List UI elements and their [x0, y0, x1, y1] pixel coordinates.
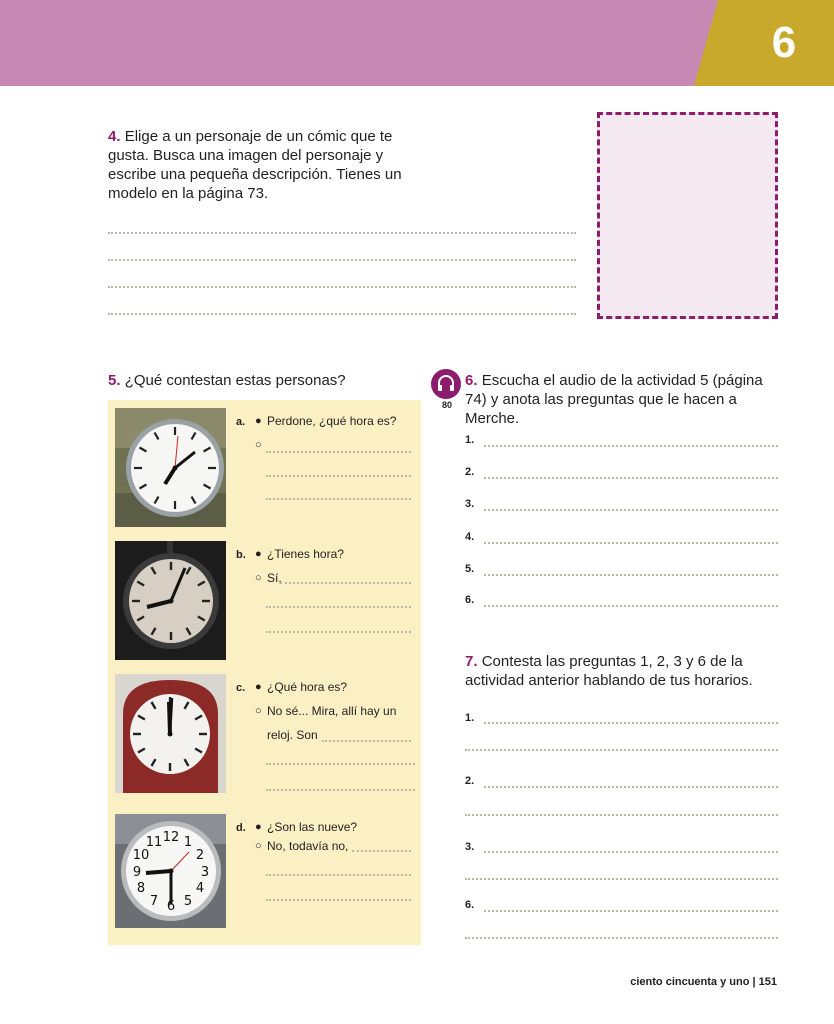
- image-placeholder-box[interactable]: [597, 112, 778, 319]
- line-label: 6.: [465, 594, 475, 606]
- line-label: 6.: [465, 899, 475, 911]
- answer-line[interactable]: [266, 498, 411, 500]
- answer-line[interactable]: [266, 475, 411, 477]
- svg-text:11: 11: [145, 835, 163, 850]
- bullet-filled: ●: [255, 548, 262, 560]
- activity-4-instruction: [108, 127, 408, 203]
- item-a-answer: [255, 433, 267, 457]
- page-number-words: ciento cincuenta y uno: [630, 976, 750, 988]
- clock-photo-a: [115, 408, 226, 527]
- answer-line[interactable]: [266, 451, 411, 453]
- footer-separator: |: [752, 976, 756, 988]
- answer-line[interactable]: [266, 606, 411, 608]
- activity-5-number: 5.: [108, 372, 121, 389]
- svg-text:12: 12: [162, 830, 180, 845]
- bullet-hollow: ○: [255, 840, 262, 852]
- bullet-filled: ●: [255, 821, 262, 833]
- svg-text:4: 4: [195, 881, 205, 896]
- item-a-letter: a.: [236, 416, 246, 428]
- item-a-question: ● Perdone, ¿qué hora es?: [255, 409, 396, 433]
- page-footer: [630, 976, 777, 988]
- svg-text:7: 7: [149, 894, 159, 909]
- activity-4-text: Elige a un personaje de un cómic que te gusta. Busca una imagen del personaje y escribe una pequeña descripción. Tienes un modelo en la página 73.: [108, 128, 402, 202]
- answer-line[interactable]: [484, 509, 778, 511]
- bullet-hollow: ○: [255, 439, 262, 451]
- bullet-hollow: ○: [255, 572, 262, 584]
- answer-line[interactable]: [484, 542, 778, 544]
- activity-4-number: 4.: [108, 128, 121, 145]
- activity-6-instruction: [465, 371, 785, 428]
- answer-line[interactable]: [484, 722, 778, 724]
- line-label: 2.: [465, 775, 475, 787]
- activity-5-instruction: [108, 371, 408, 390]
- answer-line[interactable]: [280, 582, 411, 584]
- answer-line[interactable]: [484, 574, 778, 576]
- svg-text:5: 5: [183, 894, 193, 909]
- answer-line[interactable]: [465, 937, 778, 939]
- answer-line[interactable]: [484, 605, 778, 607]
- answer-line[interactable]: [108, 259, 576, 261]
- activity-7-text: Contesta las preguntas 1, 2, 3 y 6 de la actividad anterior hablando de tus horarios.: [465, 653, 753, 689]
- clock-photo-d: [115, 814, 226, 933]
- svg-text:2: 2: [195, 848, 205, 863]
- activity-7-instruction: [465, 652, 765, 690]
- audio-track-number: 80: [441, 400, 452, 410]
- page-number: 151: [758, 976, 777, 988]
- answer-line[interactable]: [266, 789, 415, 791]
- svg-text:8: 8: [136, 881, 146, 896]
- answer-line[interactable]: [322, 740, 411, 742]
- answer-line[interactable]: [352, 850, 411, 852]
- audio-icon[interactable]: [431, 369, 461, 399]
- line-label: 1.: [465, 712, 475, 724]
- answer-line[interactable]: [484, 910, 778, 912]
- answer-line[interactable]: [465, 878, 778, 880]
- svg-text:10: 10: [132, 848, 150, 863]
- activity-7-number: 7.: [465, 653, 478, 670]
- answer-line[interactable]: [266, 899, 411, 901]
- clock-photo-b: [115, 541, 226, 660]
- answer-line[interactable]: [484, 786, 778, 788]
- item-d-answer: ○ No, todavía no,: [255, 834, 348, 858]
- answer-line[interactable]: [108, 286, 576, 288]
- answer-line[interactable]: [108, 313, 576, 315]
- answer-line[interactable]: [266, 874, 411, 876]
- line-label: 5.: [465, 563, 475, 575]
- unit-number: 6: [771, 18, 797, 67]
- item-b-letter: b.: [236, 549, 246, 561]
- bullet-hollow: ○: [255, 705, 262, 717]
- item-c-question: ● ¿Qué hora es?: [255, 675, 347, 699]
- item-d-letter: d.: [236, 822, 246, 834]
- clock-photo-c: [115, 674, 226, 793]
- item-c-letter: c.: [236, 682, 246, 694]
- item-b-question: ● ¿Tienes hora?: [255, 542, 344, 566]
- answer-line[interactable]: [484, 445, 778, 447]
- activity-6-text: Escucha el audio de la actividad 5 (página 74) y anota las preguntas que le hacen a Merche.: [465, 372, 763, 427]
- answer-line[interactable]: [266, 763, 415, 765]
- item-c-answer-cont: reloj. Son: [267, 728, 318, 742]
- line-label: 4.: [465, 531, 475, 543]
- answer-line[interactable]: [465, 814, 778, 816]
- answer-line[interactable]: [484, 477, 778, 479]
- activity-6-number: 6.: [465, 372, 478, 389]
- svg-text:3: 3: [200, 865, 210, 880]
- item-c-answer: ○ No sé... Mira, allí hay un: [255, 699, 396, 723]
- activity-5-text: ¿Qué contestan estas personas?: [124, 372, 346, 389]
- bullet-filled: ●: [255, 681, 262, 693]
- svg-text:6: 6: [166, 899, 176, 914]
- svg-text:1: 1: [183, 835, 193, 850]
- answer-line[interactable]: [484, 851, 778, 853]
- line-label: 2.: [465, 466, 475, 478]
- answer-line[interactable]: [465, 749, 778, 751]
- item-b-answer: ○ Sí,: [255, 566, 282, 590]
- line-label: 3.: [465, 841, 475, 853]
- answer-line[interactable]: [108, 232, 576, 234]
- bullet-filled: ●: [255, 415, 262, 427]
- line-label: 1.: [465, 434, 475, 446]
- svg-text:9: 9: [132, 865, 142, 880]
- line-label: 3.: [465, 498, 475, 510]
- answer-line[interactable]: [266, 631, 411, 633]
- item-d-question: ● ¿Son las nueve?: [255, 815, 357, 839]
